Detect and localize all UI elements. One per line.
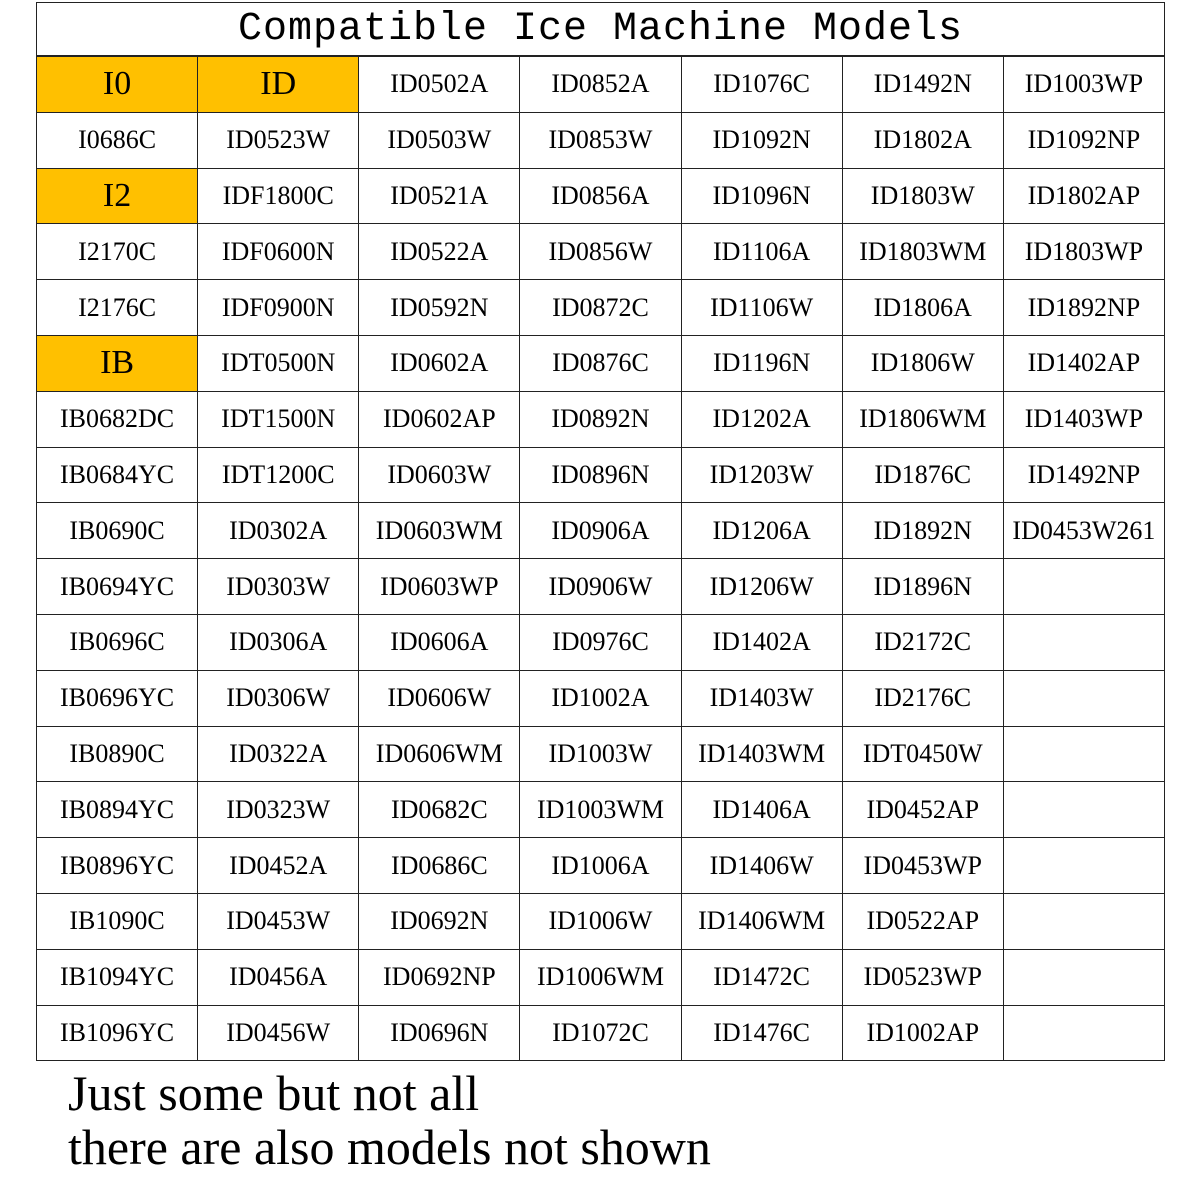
- empty-cell: [1003, 726, 1164, 782]
- table-row: [37, 335, 1165, 391]
- model-cell: ID0906W: [520, 559, 681, 615]
- model-cell: ID1806WM: [842, 391, 1003, 447]
- model-cell: ID0456A: [198, 949, 359, 1005]
- model-cell: ID1803W: [842, 168, 1003, 224]
- model-cell: ID0852A: [520, 57, 681, 113]
- model-cell: ID0322A: [198, 726, 359, 782]
- table-row: [37, 782, 1165, 838]
- model-cell: ID0453W: [198, 893, 359, 949]
- model-cell: IDF0900N: [198, 280, 359, 336]
- model-cell: ID0502A: [359, 57, 520, 113]
- model-cell: ID1206A: [681, 503, 842, 559]
- model-cell: ID0872C: [520, 280, 681, 336]
- model-cell: ID0692N: [359, 893, 520, 949]
- model-cell: ID1896N: [842, 559, 1003, 615]
- model-cell: ID1003WM: [520, 782, 681, 838]
- empty-cell: [1003, 670, 1164, 726]
- model-cell: ID0453W261: [1003, 503, 1164, 559]
- model-cell: IB0690C: [37, 503, 198, 559]
- model-cell: IDF0600N: [198, 224, 359, 280]
- model-cell: ID1802AP: [1003, 168, 1164, 224]
- model-cell: ID1892N: [842, 503, 1003, 559]
- table-row: [37, 224, 1165, 280]
- model-cell: ID0876C: [520, 335, 681, 391]
- empty-cell: [1003, 838, 1164, 894]
- model-cell: ID0452AP: [842, 782, 1003, 838]
- model-cell: ID1003W: [520, 726, 681, 782]
- model-cell: ID1076C: [681, 57, 842, 113]
- model-cell: ID0456W: [198, 1005, 359, 1061]
- model-cell: IB0894YC: [37, 782, 198, 838]
- model-cell: IB0696YC: [37, 670, 198, 726]
- model-cell: ID0686C: [359, 838, 520, 894]
- model-cell: ID1476C: [681, 1005, 842, 1061]
- model-cell: ID0452A: [198, 838, 359, 894]
- model-cell: ID0906A: [520, 503, 681, 559]
- model-cell: ID0606W: [359, 670, 520, 726]
- model-cell: ID1403W: [681, 670, 842, 726]
- empty-cell: [1003, 893, 1164, 949]
- model-cell: ID0603W: [359, 447, 520, 503]
- model-cell: ID0606A: [359, 614, 520, 670]
- model-cell: ID0856W: [520, 224, 681, 280]
- model-cell: ID0603WP: [359, 559, 520, 615]
- empty-cell: [1003, 949, 1164, 1005]
- model-cell: ID1072C: [520, 1005, 681, 1061]
- model-cell: ID0853W: [520, 112, 681, 168]
- model-cell: ID1106A: [681, 224, 842, 280]
- model-cell: ID1006WM: [520, 949, 681, 1005]
- model-cell: I2170C: [37, 224, 198, 280]
- model-cell: ID0976C: [520, 614, 681, 670]
- models-table: [36, 56, 1165, 1061]
- model-cell: ID0523WP: [842, 949, 1003, 1005]
- model-cell: ID0303W: [198, 559, 359, 615]
- series-header-cell: IB: [37, 335, 198, 391]
- model-cell: ID1092NP: [1003, 112, 1164, 168]
- model-cell: ID0523W: [198, 112, 359, 168]
- model-cell: ID1002AP: [842, 1005, 1003, 1061]
- model-cell: ID1406W: [681, 838, 842, 894]
- model-cell: ID1806W: [842, 335, 1003, 391]
- empty-cell: [1003, 782, 1164, 838]
- model-cell: ID1092N: [681, 112, 842, 168]
- model-cell: ID0856A: [520, 168, 681, 224]
- table-row: [37, 391, 1165, 447]
- model-cell: ID1003WP: [1003, 57, 1164, 113]
- model-cell: IDT1500N: [198, 391, 359, 447]
- model-cell: ID0503W: [359, 112, 520, 168]
- model-cell: ID0696N: [359, 1005, 520, 1061]
- model-cell: ID0602AP: [359, 391, 520, 447]
- model-cell: IDT0500N: [198, 335, 359, 391]
- disclaimer-line-1: Just some but not all: [68, 1065, 480, 1121]
- model-cell: ID0453WP: [842, 838, 1003, 894]
- series-header-cell: ID: [198, 57, 359, 113]
- table-row: [37, 168, 1165, 224]
- model-cell: IB0696C: [37, 614, 198, 670]
- model-cell: ID1403WP: [1003, 391, 1164, 447]
- model-cell: IB1090C: [37, 893, 198, 949]
- model-cell: ID2176C: [842, 670, 1003, 726]
- model-cell: ID1492N: [842, 57, 1003, 113]
- model-cell: ID1803WM: [842, 224, 1003, 280]
- model-cell: I2176C: [37, 280, 198, 336]
- table-row: [37, 949, 1165, 1005]
- model-cell: ID1203W: [681, 447, 842, 503]
- models-table-body: [37, 57, 1165, 1061]
- model-cell: IDT1200C: [198, 447, 359, 503]
- model-cell: ID1402AP: [1003, 335, 1164, 391]
- model-cell: ID1892NP: [1003, 280, 1164, 336]
- model-cell: ID1803WP: [1003, 224, 1164, 280]
- model-cell: ID0892N: [520, 391, 681, 447]
- model-cell: ID0692NP: [359, 949, 520, 1005]
- model-cell: ID0521A: [359, 168, 520, 224]
- model-cell: ID0323W: [198, 782, 359, 838]
- model-cell: ID1196N: [681, 335, 842, 391]
- model-cell: IB0682DC: [37, 391, 198, 447]
- model-cell: I0686C: [37, 112, 198, 168]
- model-cell: ID1406WM: [681, 893, 842, 949]
- disclaimer-line-2: there are also models not shown: [68, 1119, 711, 1175]
- model-cell: IB0684YC: [37, 447, 198, 503]
- table-row: [37, 670, 1165, 726]
- model-cell: ID1876C: [842, 447, 1003, 503]
- table-row: [37, 726, 1165, 782]
- model-cell: ID2172C: [842, 614, 1003, 670]
- model-cell: ID1106W: [681, 280, 842, 336]
- model-cell: ID0522AP: [842, 893, 1003, 949]
- model-cell: ID1472C: [681, 949, 842, 1005]
- model-cell: IB0896YC: [37, 838, 198, 894]
- empty-cell: [1003, 614, 1164, 670]
- model-cell: ID1403WM: [681, 726, 842, 782]
- model-cell: ID0896N: [520, 447, 681, 503]
- empty-cell: [1003, 1005, 1164, 1061]
- table-row: [37, 57, 1165, 113]
- model-cell: ID0592N: [359, 280, 520, 336]
- model-cell: ID0603WM: [359, 503, 520, 559]
- model-cell: ID1402A: [681, 614, 842, 670]
- model-sheet: [36, 2, 1165, 1061]
- empty-cell: [1003, 559, 1164, 615]
- series-header-cell: I2: [37, 168, 198, 224]
- table-row: [37, 838, 1165, 894]
- model-cell: ID0306A: [198, 614, 359, 670]
- series-header-cell: I0: [37, 57, 198, 113]
- model-cell: ID0606WM: [359, 726, 520, 782]
- model-cell: IB0890C: [37, 726, 198, 782]
- model-cell: IDF1800C: [198, 168, 359, 224]
- model-cell: ID0302A: [198, 503, 359, 559]
- model-cell: IB0694YC: [37, 559, 198, 615]
- table-row: [37, 503, 1165, 559]
- model-cell: ID0682C: [359, 782, 520, 838]
- model-cell: ID1006W: [520, 893, 681, 949]
- model-cell: ID1802A: [842, 112, 1003, 168]
- model-cell: ID0602A: [359, 335, 520, 391]
- table-row: [37, 447, 1165, 503]
- model-cell: IB1094YC: [37, 949, 198, 1005]
- model-cell: ID1002A: [520, 670, 681, 726]
- model-cell: IDT0450W: [842, 726, 1003, 782]
- model-cell: IB1096YC: [37, 1005, 198, 1061]
- table-row: [37, 1005, 1165, 1061]
- table-row: [37, 614, 1165, 670]
- model-cell: ID1806A: [842, 280, 1003, 336]
- table-row: [37, 112, 1165, 168]
- table-row: [37, 559, 1165, 615]
- model-cell: ID1206W: [681, 559, 842, 615]
- model-cell: ID1202A: [681, 391, 842, 447]
- model-cell: ID0306W: [198, 670, 359, 726]
- table-row: [37, 893, 1165, 949]
- model-cell: ID1492NP: [1003, 447, 1164, 503]
- table-row: [37, 280, 1165, 336]
- model-cell: ID1096N: [681, 168, 842, 224]
- table-title: Compatible Ice Machine Models: [36, 2, 1165, 56]
- model-cell: ID1006A: [520, 838, 681, 894]
- model-cell: ID0522A: [359, 224, 520, 280]
- model-cell: ID1406A: [681, 782, 842, 838]
- disclaimer-note: [68, 1066, 711, 1174]
